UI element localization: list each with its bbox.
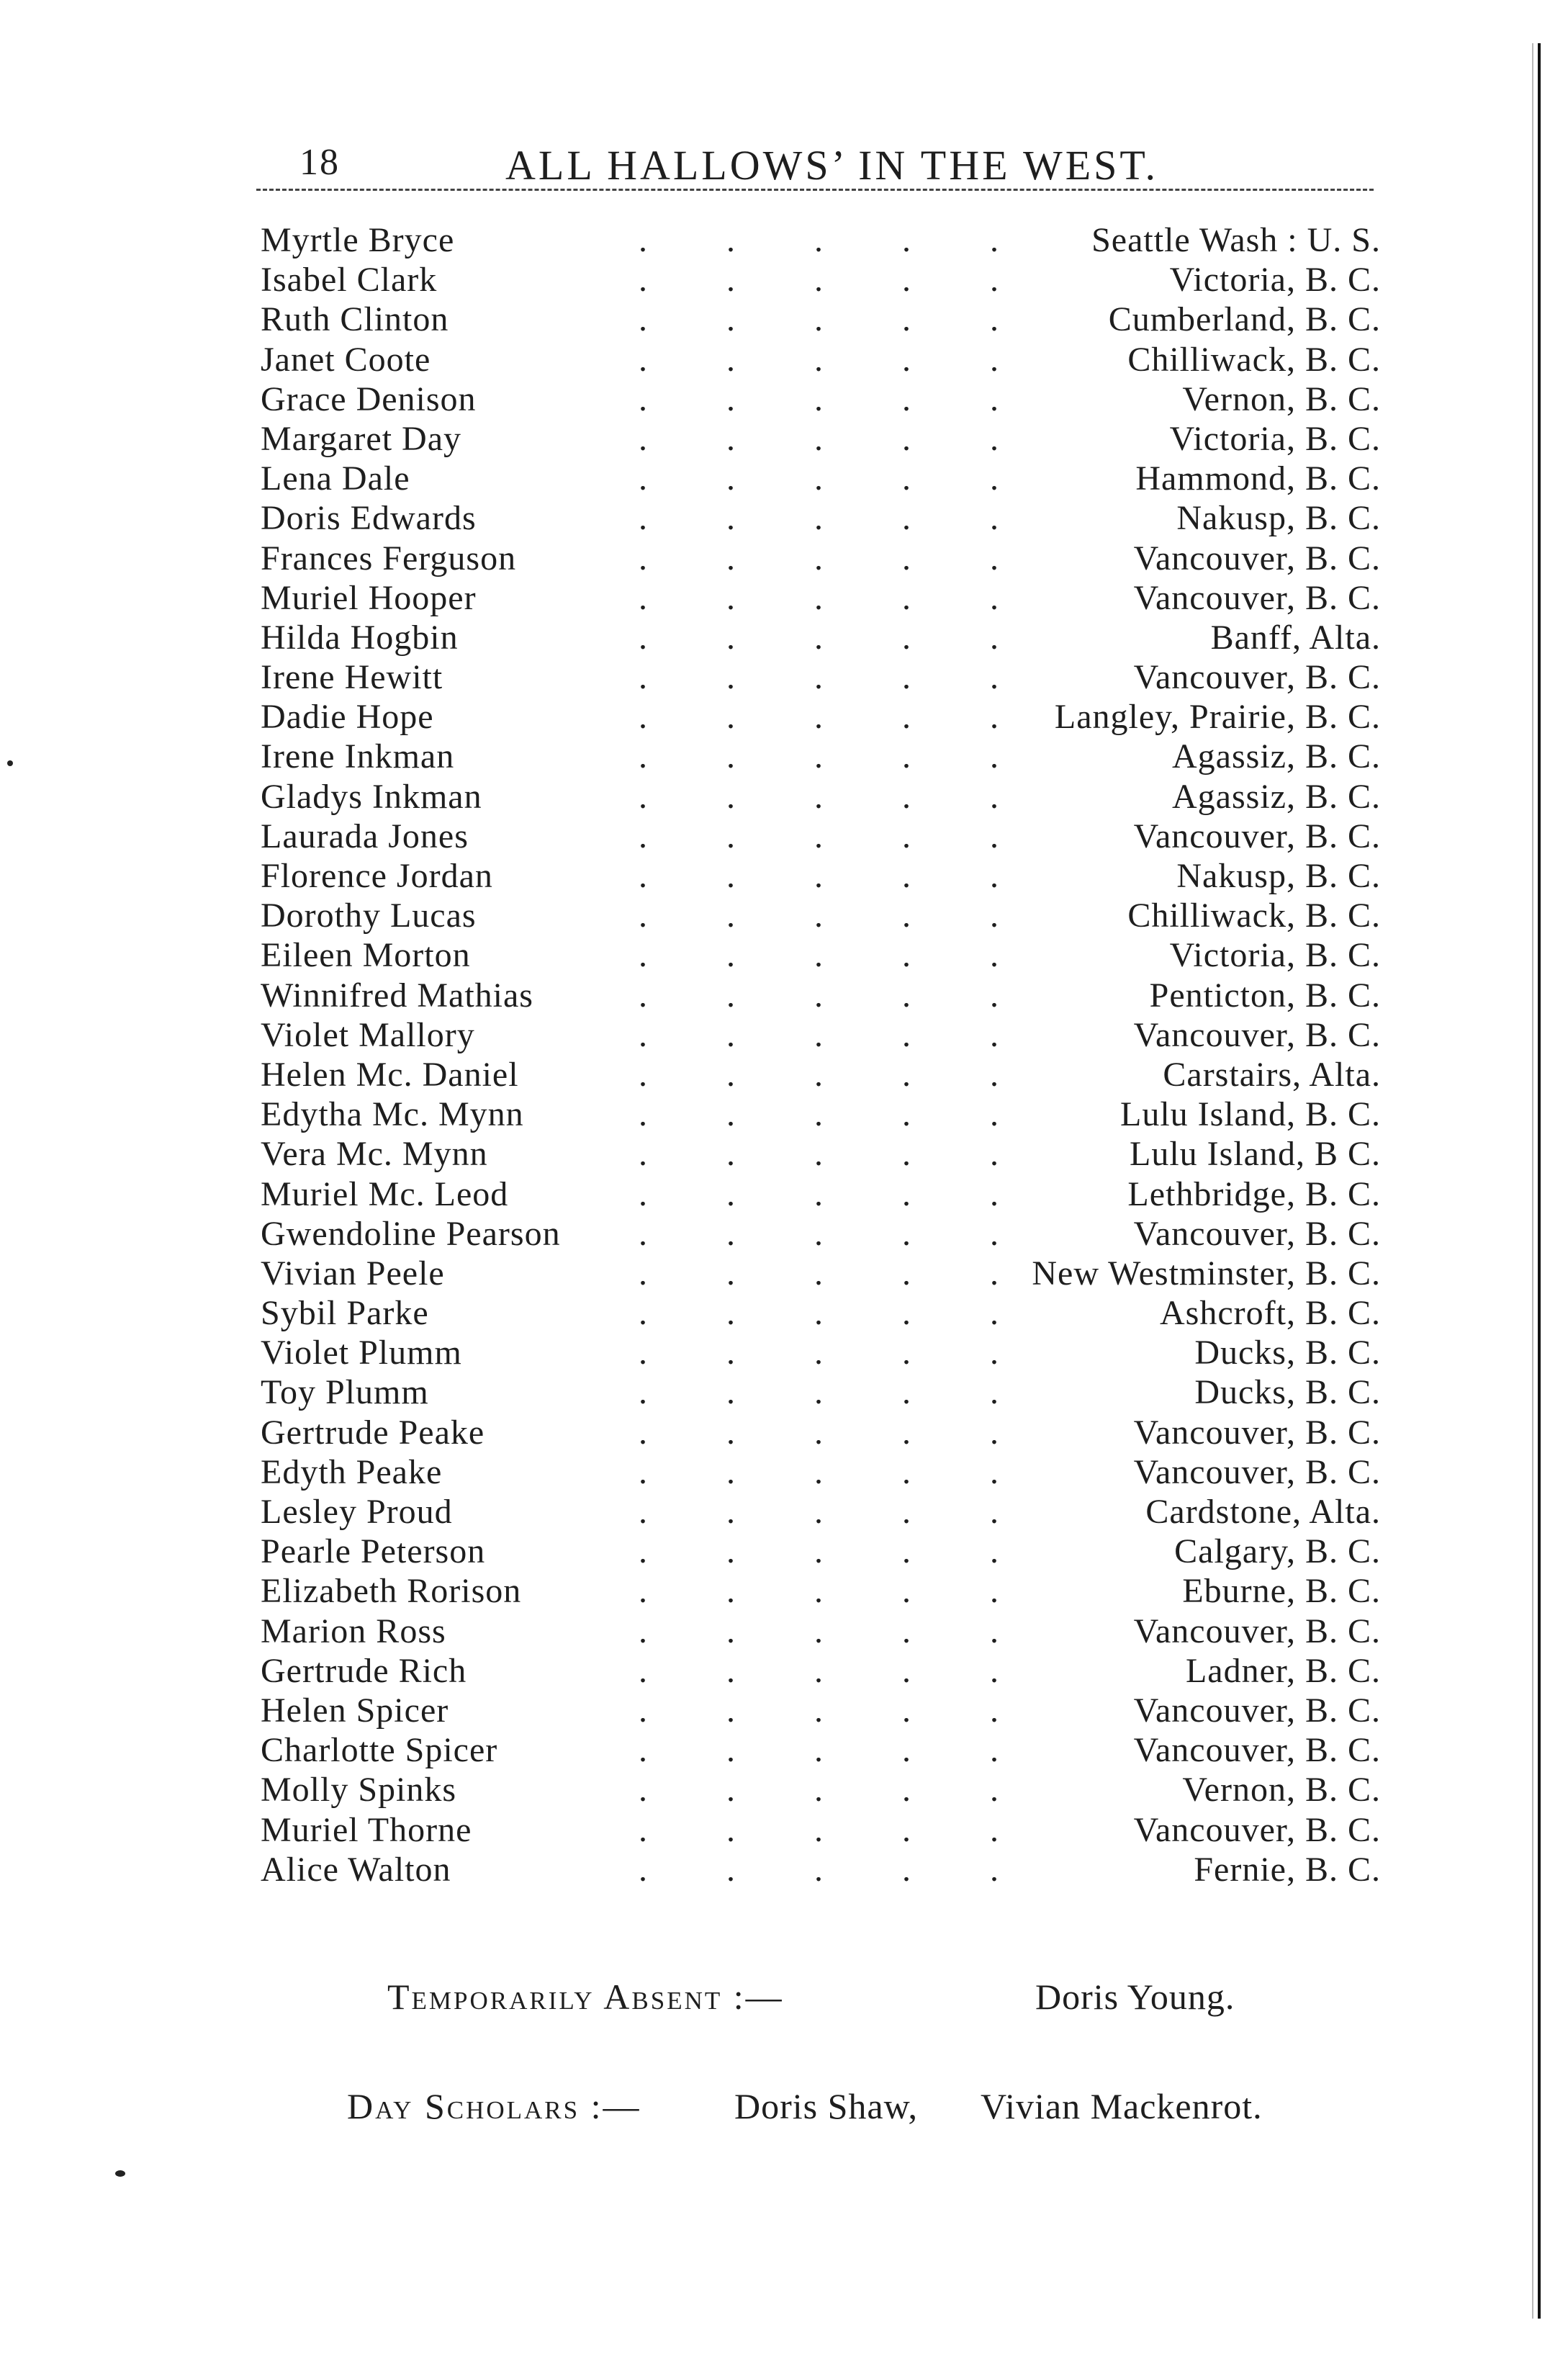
student-name: Lesley Proud <box>261 1493 453 1531</box>
student-hometown: Vancouver, B. C. <box>1133 539 1381 577</box>
student-hometown: Vancouver, B. C. <box>1133 1731 1381 1770</box>
student-name: Violet Plumm <box>261 1334 462 1372</box>
student-hometown: Lulu Island, B C. <box>1130 1135 1381 1174</box>
student-name: Sybil Parke <box>261 1294 429 1333</box>
student-name: Gladys Inkman <box>261 777 482 816</box>
roster-row <box>261 1214 1381 1254</box>
student-hometown: Vancouver, B. C. <box>1133 658 1381 697</box>
student-hometown: New Westminster, B. C. <box>1032 1254 1381 1293</box>
dot-leaders: . . . . . <box>639 1771 999 1810</box>
student-hometown: Nakusp, B. C. <box>1176 857 1381 895</box>
student-name: Edyth Peake <box>261 1452 443 1491</box>
dot-leaders: . . . . . <box>639 340 999 379</box>
roster-row <box>261 1254 1381 1293</box>
dot-leaders: . . . . . <box>639 1572 999 1611</box>
roster-row <box>261 1730 1381 1770</box>
roster-row <box>261 697 1381 737</box>
roster-row <box>261 220 1381 260</box>
temporarily-absent-note <box>387 1976 1323 2026</box>
student-name: Muriel Mc. Leod <box>261 1174 509 1213</box>
dot-leaders: . . . . . <box>639 379 999 418</box>
roster-row <box>261 1532 1381 1571</box>
dot-leaders: . . . . . <box>639 658 999 697</box>
student-hometown: Eburne, B. C. <box>1182 1572 1381 1611</box>
day-scholars-label: Day Scholars :— <box>347 2086 641 2126</box>
roster-row <box>261 1850 1381 1889</box>
running-title: ALL HALLOWS’ IN THE WEST. <box>505 142 1159 189</box>
student-name: Dadie Hope <box>261 698 434 737</box>
student-hometown: Hammond, B. C. <box>1135 459 1381 498</box>
student-name: Ruth Clinton <box>261 300 449 339</box>
dot-leaders: . . . . . <box>639 1651 999 1690</box>
roster-row <box>261 419 1381 459</box>
roster-row <box>261 578 1381 618</box>
header-rule <box>256 189 1374 191</box>
student-name: Molly Spinks <box>261 1771 457 1810</box>
student-name: Gertrude Peake <box>261 1413 485 1452</box>
dot-leaders: . . . . . <box>639 459 999 498</box>
student-name: Grace Denison <box>261 379 477 418</box>
student-name: Florence Jordan <box>261 857 493 895</box>
student-name: Irene Inkman <box>261 737 455 776</box>
dot-leaders: . . . . . <box>639 1095 999 1134</box>
student-name: Edytha Mc. Mynn <box>261 1095 524 1134</box>
student-name: Toy Plumm <box>261 1373 429 1412</box>
student-name: Isabel Clark <box>261 261 438 300</box>
student-hometown: Vancouver, B. C. <box>1133 1611 1381 1650</box>
roster-row <box>261 1452 1381 1492</box>
dot-leaders: . . . . . <box>639 1373 999 1412</box>
student-hometown: Banff, Alta. <box>1210 618 1381 657</box>
student-hometown: Vancouver, B. C. <box>1133 1015 1381 1054</box>
student-name: Pearle Peterson <box>261 1532 486 1571</box>
roster-row <box>261 1413 1381 1452</box>
student-hometown: Victoria, B. C. <box>1169 936 1381 975</box>
roster-row <box>261 777 1381 817</box>
dot-leaders: . . . . . <box>639 976 999 1015</box>
student-hometown: Agassiz, B. C. <box>1172 777 1381 816</box>
temporarily-absent-label: Temporarily Absent :— <box>387 1977 784 2017</box>
dot-leaders: . . . . . <box>639 1452 999 1491</box>
dot-leaders: . . . . . <box>639 261 999 300</box>
dot-leaders: . . . . . <box>639 777 999 816</box>
student-hometown: Victoria, B. C. <box>1169 419 1381 458</box>
student-hometown: Vancouver, B. C. <box>1133 1413 1381 1452</box>
student-name: Lena Dale <box>261 459 410 498</box>
scan-speck <box>7 760 13 766</box>
day-scholars-note <box>347 2085 1369 2136</box>
roster-row <box>261 935 1381 975</box>
student-name: Gwendoline Pearson <box>261 1214 561 1253</box>
dot-leaders: . . . . . <box>639 1691 999 1730</box>
roster-row <box>261 1571 1381 1611</box>
roster-row <box>261 1134 1381 1174</box>
roster-row <box>261 260 1381 300</box>
student-name: Margaret Day <box>261 419 461 458</box>
student-hometown: Calgary, B. C. <box>1174 1532 1381 1571</box>
student-name: Charlotte Spicer <box>261 1731 498 1770</box>
dot-leaders: . . . . . <box>639 499 999 538</box>
roster-row <box>261 1174 1381 1214</box>
day-scholar-name: Vivian Mackenrot. <box>981 2086 1263 2126</box>
roster-row <box>261 539 1381 578</box>
dot-leaders: . . . . . <box>639 1055 999 1094</box>
student-name: Eileen Morton <box>261 936 471 975</box>
dot-leaders: . . . . . <box>639 1810 999 1849</box>
dot-leaders: . . . . . <box>639 1532 999 1571</box>
student-hometown: Seattle Wash : U. S. <box>1091 221 1381 259</box>
student-hometown: Chilliwack, B. C. <box>1127 340 1381 379</box>
student-hometown: Vancouver, B. C. <box>1133 1214 1381 1253</box>
student-name: Vivian Peele <box>261 1254 445 1293</box>
roster-row <box>261 1691 1381 1730</box>
running-header <box>256 141 1374 199</box>
roster-row <box>261 1372 1381 1412</box>
roster-row <box>261 1293 1381 1333</box>
student-hometown: Nakusp, B. C. <box>1176 499 1381 538</box>
roster-row <box>261 498 1381 538</box>
student-hometown: Victoria, B. C. <box>1169 261 1381 300</box>
student-hometown: Vancouver, B. C. <box>1133 817 1381 855</box>
student-name: Dorothy Lucas <box>261 896 477 935</box>
student-name: Vera Mc. Mynn <box>261 1135 488 1174</box>
student-name: Helen Mc. Daniel <box>261 1055 519 1094</box>
dot-leaders: . . . . . <box>639 1731 999 1770</box>
student-name: Janet Coote <box>261 340 431 379</box>
roster-row <box>261 340 1381 379</box>
student-name: Muriel Thorne <box>261 1810 472 1849</box>
dot-leaders: . . . . . <box>639 1214 999 1253</box>
roster-row <box>261 459 1381 498</box>
roster-row <box>261 1094 1381 1134</box>
dot-leaders: . . . . . <box>639 539 999 577</box>
student-name: Violet Mallory <box>261 1015 475 1054</box>
scan-speck <box>115 2170 125 2177</box>
student-hometown: Cardstone, Alta. <box>1145 1493 1381 1531</box>
dot-leaders: . . . . . <box>639 618 999 657</box>
roster-row <box>261 1611 1381 1651</box>
student-name: Gertrude Rich <box>261 1651 467 1690</box>
student-name: Myrtle Bryce <box>261 221 455 259</box>
student-name: Alice Walton <box>261 1850 451 1889</box>
dot-leaders: . . . . . <box>639 817 999 855</box>
roster-row <box>261 1651 1381 1691</box>
student-hometown: Ashcroft, B. C. <box>1160 1294 1381 1333</box>
roster-row <box>261 1770 1381 1810</box>
dot-leaders: . . . . . <box>639 221 999 259</box>
roster-row <box>261 856 1381 896</box>
student-name: Doris Edwards <box>261 499 477 538</box>
dot-leaders: . . . . . <box>639 1413 999 1452</box>
student-hometown: Chilliwack, B. C. <box>1127 896 1381 935</box>
roster-row <box>261 737 1381 776</box>
dot-leaders: . . . . . <box>639 419 999 458</box>
roster-row <box>261 1055 1381 1094</box>
student-hometown: Vancouver, B. C. <box>1133 1452 1381 1491</box>
student-name: Marion Ross <box>261 1611 446 1650</box>
student-name: Winnifred Mathias <box>261 976 533 1015</box>
dot-leaders: . . . . . <box>639 1294 999 1333</box>
dot-leaders: . . . . . <box>639 1850 999 1889</box>
dot-leaders: . . . . . <box>639 857 999 895</box>
dot-leaders: . . . . . <box>639 1015 999 1054</box>
student-name: Laurada Jones <box>261 817 469 855</box>
roster-row <box>261 1492 1381 1532</box>
roster-row <box>261 618 1381 657</box>
student-name: Helen Spicer <box>261 1691 449 1730</box>
student-hometown: Ducks, B. C. <box>1194 1373 1381 1412</box>
student-hometown: Vancouver, B. C. <box>1133 1810 1381 1849</box>
student-hometown: Agassiz, B. C. <box>1172 737 1381 776</box>
student-hometown: Vernon, B. C. <box>1182 379 1381 418</box>
dot-leaders: . . . . . <box>639 1493 999 1531</box>
student-name: Frances Ferguson <box>261 539 517 577</box>
roster-row <box>261 1810 1381 1850</box>
student-hometown: Ducks, B. C. <box>1194 1334 1381 1372</box>
student-name: Irene Hewitt <box>261 658 443 697</box>
student-hometown: Lulu Island, B. C. <box>1120 1095 1381 1134</box>
student-hometown: Vancouver, B. C. <box>1133 1691 1381 1730</box>
dot-leaders: . . . . . <box>639 1135 999 1174</box>
dot-leaders: . . . . . <box>639 1611 999 1650</box>
roster-row <box>261 976 1381 1015</box>
day-scholar-name: Doris Shaw, <box>734 2086 918 2126</box>
student-hometown: Carstairs, Alta. <box>1163 1055 1381 1094</box>
dot-leaders: . . . . . <box>639 698 999 737</box>
student-roster <box>261 220 1381 1889</box>
dot-leaders: . . . . . <box>639 1334 999 1372</box>
roster-row <box>261 300 1381 339</box>
student-name: Hilda Hogbin <box>261 618 459 657</box>
roster-row <box>261 817 1381 856</box>
page-binding-edge <box>1538 43 1541 2319</box>
student-hometown: Langley, Prairie, B. C. <box>1054 698 1381 737</box>
roster-row <box>261 1015 1381 1055</box>
student-hometown: Cumberland, B. C. <box>1108 300 1381 339</box>
roster-row <box>261 657 1381 697</box>
temporarily-absent-name: Doris Young. <box>1035 1977 1235 2017</box>
student-hometown: Vernon, B. C. <box>1182 1771 1381 1810</box>
dot-leaders: . . . . . <box>639 300 999 339</box>
page-binding-shadow <box>1532 43 1533 2319</box>
dot-leaders: . . . . . <box>639 1174 999 1213</box>
student-hometown: Penticton, B. C. <box>1149 976 1381 1015</box>
student-hometown: Fernie, B. C. <box>1194 1850 1381 1889</box>
roster-row <box>261 1333 1381 1372</box>
dot-leaders: . . . . . <box>639 936 999 975</box>
student-hometown: Vancouver, B. C. <box>1133 578 1381 617</box>
student-name: Elizabeth Rorison <box>261 1572 522 1611</box>
dot-leaders: . . . . . <box>639 1254 999 1293</box>
student-hometown: Lethbridge, B. C. <box>1127 1174 1381 1213</box>
dot-leaders: . . . . . <box>639 896 999 935</box>
dot-leaders: . . . . . <box>639 737 999 776</box>
roster-row <box>261 379 1381 419</box>
page-number: 18 <box>299 142 340 183</box>
student-name: Muriel Hooper <box>261 578 477 617</box>
student-hometown: Ladner, B. C. <box>1185 1651 1381 1690</box>
roster-row <box>261 896 1381 935</box>
dot-leaders: . . . . . <box>639 578 999 617</box>
